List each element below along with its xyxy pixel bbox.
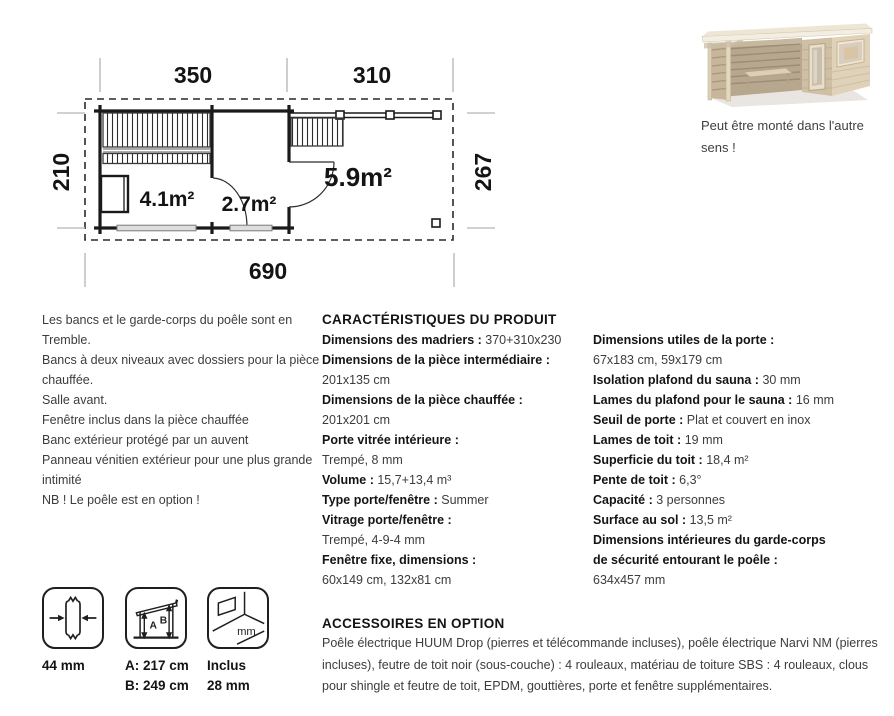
- spec-line: Dimensions des madriers : 370+310x230: [322, 333, 562, 347]
- spec-line: de sécurité entourant le poêle :: [593, 553, 778, 567]
- characteristics-column-1: [322, 310, 561, 590]
- plan-dim-690: 690: [248, 258, 288, 284]
- spec-line: Isolation plafond du sauna : 30 mm: [593, 373, 801, 387]
- height-icon: [127, 589, 185, 647]
- characteristics-list-2: [593, 330, 834, 590]
- floor-plan-diagram: [40, 50, 510, 295]
- spec-line: Lames du plafond pour le sauna : 16 mm: [593, 393, 835, 407]
- plan-area-terrace: 5.9m²: [324, 162, 392, 192]
- height-letter-b: B: [159, 615, 168, 627]
- spec-line: 67x183 cm, 59x179 cm: [593, 353, 723, 367]
- floor-labels: [207, 656, 250, 696]
- note-line: Les bancs et le garde-corps du poêle sont en: [42, 313, 293, 327]
- note-line: chauffée.: [42, 373, 94, 387]
- spec-line: 634x457 mm: [593, 573, 666, 587]
- spec-line: Capacité : 3 personnes: [593, 493, 726, 507]
- spec-line: Vitrage porte/fenêtre :: [322, 513, 452, 527]
- spec-line: Lames de toit : 19 mm: [593, 433, 723, 447]
- characteristics-column-2: [593, 330, 834, 590]
- floor-icon: [209, 589, 267, 647]
- note-line: Panneau vénitien extérieur pour une plus grande: [42, 453, 313, 467]
- accessories-text: Poêle électrique HUUM Drop (pierres et télécommande incluses), poêle électrique Narvi NM (pierres incluses), feutre de toit noir (sous-couche) : 4 rouleaux, matériau de toiture SBS : 4 rouleaux, clous pour shingle et feutre de toit, EPDM, gouttières, porte et fenêtre supplémentaires.: [322, 636, 878, 693]
- note-line: Fenêtre inclus dans la pièce chauffée: [42, 413, 249, 427]
- height-labels: [125, 656, 189, 696]
- plan-front-windows: [117, 225, 272, 231]
- plan-sauna-benches: [103, 113, 210, 164]
- plan-dimension-ticks: [57, 58, 495, 287]
- spec-line: Dimensions utiles de la porte :: [593, 333, 775, 347]
- plan-stove: [101, 176, 128, 212]
- floor-label-included: Inclus: [207, 658, 247, 673]
- plan-area-sauna: 4.1m²: [139, 188, 195, 211]
- spec-line: Type porte/fenêtre : Summer: [322, 493, 489, 507]
- floor-unit-label: mm: [237, 625, 256, 638]
- spec-line: Pente de toit : 6,3°: [593, 473, 702, 487]
- note-line: NB ! Le poêle est en option !: [42, 493, 200, 507]
- spec-line: Superficie du toit : 18,4 m²: [593, 453, 749, 467]
- spec-line: Surface au sol : 13,5 m²: [593, 513, 732, 527]
- spec-line: Seuil de porte : Plat et couvert en inox: [593, 413, 811, 427]
- product-notes: [42, 310, 319, 510]
- spec-line: Porte vitrée intérieure :: [322, 433, 459, 447]
- spec-line: Trempé, 4-9-4 mm: [322, 533, 426, 547]
- photo-caption: Peut être monté dans l'autre sens !: [701, 118, 864, 155]
- floor-pictogram: [207, 587, 269, 649]
- characteristics-list-1: [322, 330, 561, 590]
- spec-line: Dimensions intérieures du garde-corps: [593, 533, 826, 547]
- spec-line: 201x201 cm: [322, 413, 391, 427]
- note-line: Bancs à deux niveaux avec dossiers pour la pièce: [42, 353, 320, 367]
- floor-label-thickness: 28 mm: [207, 678, 250, 693]
- product-photo: [698, 10, 880, 110]
- spec-line: Dimensions de la pièce chauffée :: [322, 393, 523, 407]
- note-line: Tremble.: [42, 333, 91, 347]
- height-pictogram: [125, 587, 187, 649]
- plan-area-middle: 2.7m²: [221, 193, 277, 216]
- spec-line: Fenêtre fixe, dimensions :: [322, 553, 477, 567]
- plan-dim-267: 267: [470, 152, 496, 192]
- spec-line: Dimensions de la pièce intermédiaire :: [322, 353, 550, 367]
- note-line: Banc extérieur protégé par un auvent: [42, 433, 249, 447]
- spec-line: Trempé, 8 mm: [322, 453, 403, 467]
- height-letter-a: A: [149, 620, 157, 632]
- plan-dim-310: 310: [352, 62, 392, 88]
- plan-corner-post: [432, 219, 440, 227]
- wall-thickness-pictogram: [42, 587, 104, 649]
- spec-line: 201x135 cm: [322, 373, 391, 387]
- wall-thickness-icon: [44, 589, 102, 647]
- plan-dim-350: 350: [173, 62, 213, 88]
- height-label-a: A: 217 cm: [125, 658, 189, 673]
- height-label-b: B: 249 cm: [125, 678, 189, 693]
- wall-thickness-label: 44 mm: [42, 658, 85, 673]
- plan-dim-210: 210: [48, 152, 74, 192]
- note-line: Salle avant.: [42, 393, 108, 407]
- characteristics-title: CARACTÉRISTIQUES DU PRODUIT: [322, 312, 557, 327]
- note-line: intimité: [42, 473, 82, 487]
- plan-terrace-bench: [291, 118, 343, 146]
- spec-line: Volume : 15,7+13,4 m³: [322, 473, 452, 487]
- spec-line: 60x149 cm, 132x81 cm: [322, 573, 452, 587]
- accessories-title: ACCESSOIRES EN OPTION: [322, 616, 505, 631]
